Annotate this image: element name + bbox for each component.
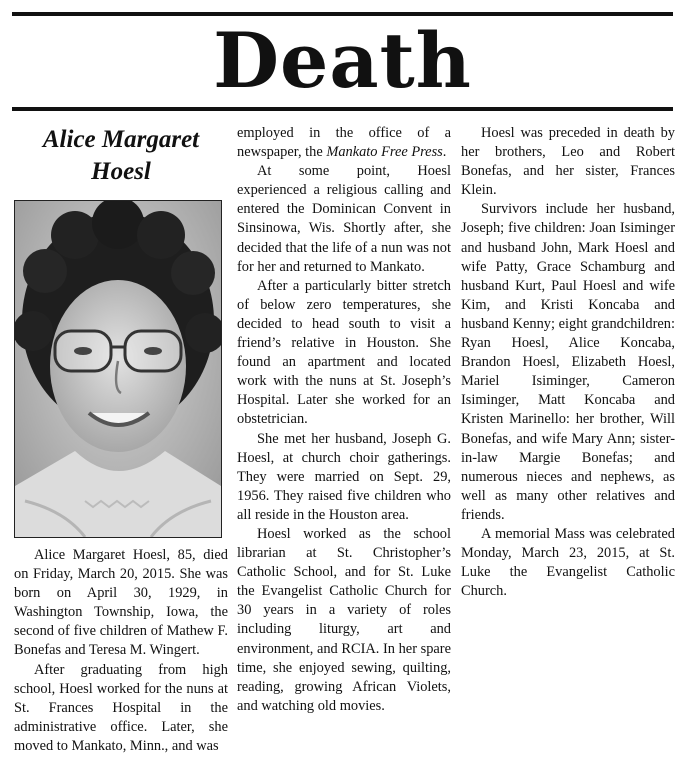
column-2 [237, 124, 451, 716]
column-3 [461, 124, 675, 601]
obituary-name [14, 124, 228, 188]
paragraph-houston: After a particularly bitter stretch of below zero temperatures, she decided to head south to visit a friend’s relative in Houston. She found an apartment and located work with the nuns at St. Joseph’s Hospital. Later she worked for an obstetrician. [237, 277, 451, 428]
header-rule-bottom [12, 107, 673, 111]
portrait-photo [14, 200, 222, 538]
paragraph-marriage: She met her husband, Joseph G. Hoesl, at church choir gatherings. They were married on Sept. 29, 1956. They raised five children who all reside in the Houston area. [237, 430, 451, 523]
paragraph-early-career-text: After graduating from high school, Hoesl worked for the nuns at St. Frances Hospital in the administrative office. Later, she moved to Mankato, Minn., and was [14, 661, 228, 754]
paragraph-preceded: Hoesl was preceded in death by her brothers, Leo and Robert Bonefas, and her sister, Frances Klein. [461, 125, 675, 199]
paragraph-survivors: Survivors include her husband, Joseph; five children: Joan Isiminger and husband John, Mark Hoesl and wife Patty, Grace Schamburg and husband Kurt, Paul Hoesl and wife Kim, and Kristi Koncaba and husband Kenny; eight grandchildren: Ryan Hoesl, Alice Koncaba, Brandon Hoesl, Elizabeth Hoesl, Mariel Isiminger, Cameron Isiminger, Matt Koncaba and Kristen Marinello: her brother, Will Bonefas, and wife Mary Ann; sister-in-law Margie Bonefas; and numerous nieces and nephews, as well as many other relatives and friends. [461, 201, 675, 523]
paragraph-birth: Alice Margaret Hoesl, 85, died on Friday, March 20, 2015. She was born on April 30, 1929, in Washington Township, Iowa, the second of five children of Mathew F. Bonefas and Teresa M. Wingert. [14, 547, 228, 659]
paragraph-early-career [14, 661, 228, 756]
obituary-name-line2: Hoesl [91, 158, 151, 185]
paragraph-librarian: Hoesl worked as the school librarian at St. Christopher’s Catholic School, and for St. Luke the Evangelist Catholic Church for 30 years in a variety of roles including liturgy, art and environment, and RCIA. In her spare time, she enjoyed sewing, quilting, reading, growing African Violets, and watching old movies. [237, 525, 451, 714]
paragraph-memorial: A memorial Mass was celebrated Monday, March 23, 2015, at St. Luke the Evangelist Catholic Church. [461, 525, 675, 600]
section-title: Death [213, 16, 472, 105]
column-1 [14, 124, 228, 756]
newspaper-title: Mankato Free Press [326, 144, 443, 161]
obituary-name-line1: Alice Margaret [42, 126, 200, 153]
paragraph-newspaper [237, 124, 451, 162]
paragraph-early-career-continued: employed in the office of a newspaper, the [237, 125, 451, 161]
paragraph-religious-calling: At some point, Hoesl experienced a religious calling and entered the Dominican Convent in Sinsinowa, Wis. Shortly after, she decided that the life of a nun was not for her and returned to Mankato. [237, 163, 451, 275]
newspaper-title-end: . [442, 144, 447, 161]
